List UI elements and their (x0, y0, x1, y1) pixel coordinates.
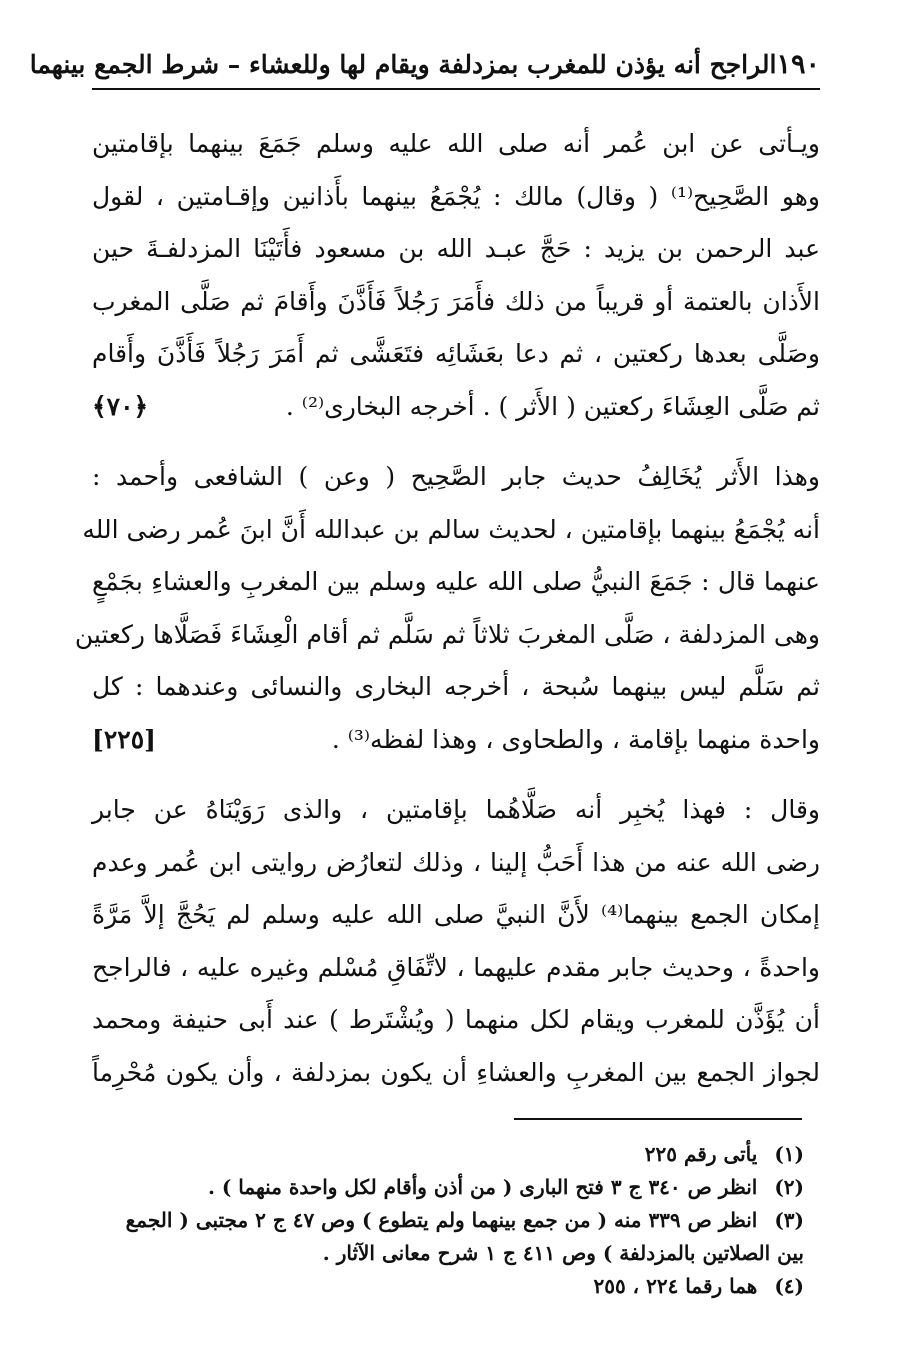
page-header (29, 40, 820, 90)
text-line: وهى المزدلفة ، صَلَّى المغربَ ثلاثاً ثم سَلَّم ثم أقام الْعِشَاءَ فَصَلَّاها ركعتين (74, 619, 820, 649)
text-line: الأَذان بالعتمة أو قريباً من ذلك فأَمَرَ رَجُلاً فَأَذَّنَ وأَقامَ ثم صَلَّى المغرب (92, 286, 820, 316)
text-line: لجواز الجمع بين المغربِ والعشاءِ أن يكون بمزدلفة ، وأن يكون مُحْرِماً (92, 1057, 820, 1087)
paragraph (74, 451, 820, 766)
footnote-number: (٣) (774, 1208, 804, 1232)
text-line: عبد الرحمن بن يزيد : حَجَّ عبـد الله بن مسعود فأَتَيْنَا المزدلفـةَ حين (92, 234, 820, 263)
running-title: الراجح أنه يؤذن للمغرب بمزدلفة ويقام لها وللعشاء – شرط الجمع بينهما (29, 49, 777, 79)
text-line: وقال : فهذا يُخبِر أنه صَلَّاهُما بإقامتين ، والذى رَوَيْنَاهُ عن جابر (92, 795, 820, 824)
page-number: ١٩٠ (776, 48, 820, 80)
paragraph (92, 118, 820, 433)
footnote-continuation: بين الصلاتين بالمزدلفة ) وص ٤١١ ج ١ شرح معانى الآثار . (322, 1241, 804, 1265)
text-line: إمكان الجمع بينهما⁽⁴⁾ لأَنَّ النبيَّ صلى الله عليه وسلم لم يَحُجَّ إلاَّ مَرَّةً (92, 900, 820, 929)
text-line: عنهما قال : جَمَعَ النبيُّ صلى الله عليه وسلم بين المغربِ والعشاءِ بجَمْعٍ (92, 567, 820, 596)
text-line: وهذا الأَثر يُخَالِفُ حديث جابر الصَّحِيح ( وعن ) الشافعى وأحمد : (92, 462, 820, 491)
paragraph (92, 784, 820, 1099)
main-text (74, 118, 820, 1107)
footnote-text: يأتى رقم ٢٢٥ (644, 1142, 758, 1166)
footnote-text: هما رقما ٢٢٤ ، ٢٥٥ (593, 1274, 758, 1298)
footnote (92, 1204, 804, 1237)
hadith-number-marker: [٢٢٥] (92, 724, 156, 754)
footnote (92, 1270, 804, 1303)
text-line-with-marker (92, 714, 820, 767)
text-line: ويـأتى عن ابن عُمر أنه صلى الله عليه وسلم جَمَعَ بينهما بإقامتين (92, 129, 820, 158)
text-line: واحدةً ، وحديث جابر مقدم عليهما ، لاتِّفَاقِ مُسْلم وغيره عليه ، فالراجح (92, 952, 820, 982)
footnote-number: (٤) (774, 1274, 804, 1298)
text-line: ثم سَلَّم ليس بينهما سُبحة ، أخرجه البخارى والنسائى وعندهما : كل (92, 672, 820, 701)
text-line: وصَلَّى بعدها ركعتين ، ثم دعا بعَشَائِه فتَعَشَّى ثم أَمَرَ رَجُلاً فَأَذَّنَ وأَقام (92, 339, 820, 368)
text-line: وهو الصَّحِيح⁽¹⁾ ( وقال) مالك : يُجْمَعُ بينهما بأَذانين وإقـامتين ، لقول (92, 181, 820, 211)
footnote (92, 1171, 804, 1204)
text-line: واحدة منهما بإقامة ، والطحاوى ، وهذا لفظه⁽³⁾ . (331, 724, 820, 754)
hadith-number-marker: ﴿٧٠﴾ (92, 391, 149, 421)
text-line-with-marker (92, 381, 820, 434)
footnote-number: (٢) (774, 1175, 804, 1199)
text-line: أنه يُجْمَعُ بينهما بإقامتين ، لحديث سالم بن عبدالله أَنَّ ابنَ عُمر رضى الله (82, 514, 820, 544)
text-line: ثم صَلَّى العِشَاءَ ركعتين ( الأَثر ) . أخرجه البخارى⁽²⁾ . (285, 391, 820, 421)
footnotes (92, 1138, 804, 1303)
footnote-text: انظر ص ٣٤٠ ج ٣ فتح البارى ( من أذن وأقام لكل واحدة منهما ) . (207, 1175, 758, 1199)
footnote-number: (١) (774, 1142, 804, 1166)
footnote-divider (514, 1118, 802, 1120)
text-line: رضى الله عنه من هذا أَحَبُّ إلينا ، وذلك لتعارُض روايتى ابن عُمر وعدم (92, 847, 820, 877)
footnote-text: انظر ص ٣٣٩ منه ( من جمع بينهما ولم يتطوع ) وص ٤٧ ج ٢ مجتبى ( الجمع (125, 1208, 758, 1232)
text-line: أن يُؤَذَّن للمغرب ويقام لكل منهما ( ويُشْتَرط ) عند أَبى حنيفة ومحمد (92, 1005, 820, 1034)
footnote (92, 1138, 804, 1171)
